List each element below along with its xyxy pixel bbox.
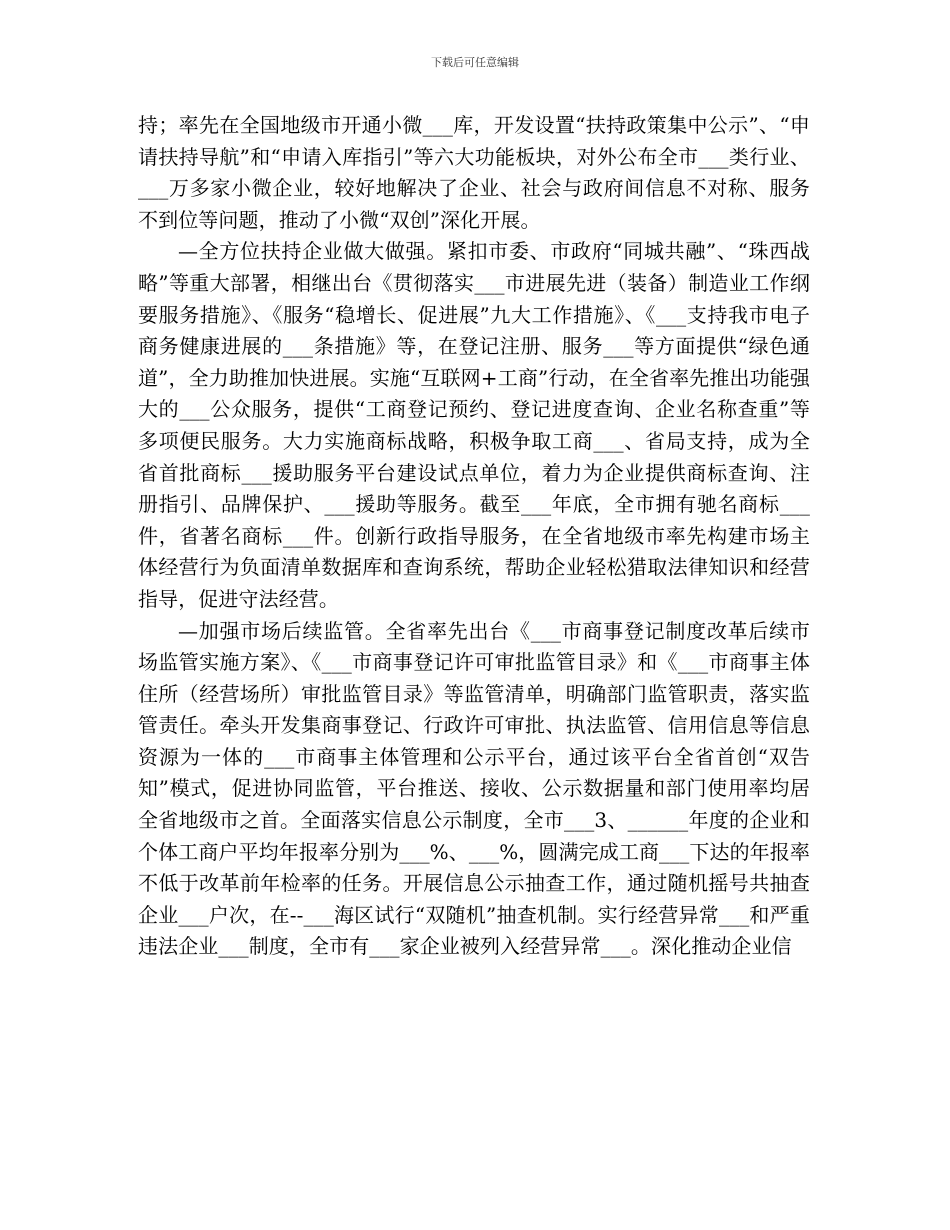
paragraph-market-supervision: —加强市场后续监管。全省率先出台《___市商事登记制度改革后续市场监管实施方案》、《___市商事登记许可审批监管目录》和《___市商事主体住所（经营场所）审批监管目录》等监管清单，明确部门监管职责，落实监管责任。牵头开发集商事登记、行政许可审批、执法监管、信用信息等信息资源为一体的___市商事主体管理和公示平台，通过该平台全省首创“双告知”模式，促进协同监管，平台推送、接收、公示数据量和部门使用率均居全省地级市之首。全面落实信息公示制度，全市___3、______年度的企业和个体工商户平均年报率分别为___%、___%，圆满完成工商___下达的年报率不低于改革前年检率的任务。开展信息公示抽查工作，通过随机摇号共抽查企业___户次，在--___海区试行“双随机”抽查机制。实行经营异常___和严重违法企业___制度，全市有___家企业被列入经营异常___。深化推动企业信 (138, 618, 810, 959)
paragraph-enterprise-support: —全方位扶持企业做大做强。紧扣市委、市政府“同城共融”、“珠西战略”等重大部署，相继出台《贯彻落实___市进展先进（装备）制造业工作纲要服务措施》、《服务“稳增长、促进展”九大工作措施》、《___支持我市电子商务健康进展的___条措施》等，在登记注册、服务___等方面提供“绿色通道”，全力助推加快进展。实施“互联网+工商”行动，在全省率先推出功能强大的___公众服务，提供“工商登记预约、登记进度查询、企业名称查重”等多项便民服务。大力实施商标战略，积极争取工商___、省局支持，成为全省首批商标___援助服务平台建设试点单位，着力为企业提供商标查询、注册指引、品牌保护、___援助等服务。截至___年底，全市拥有驰名商标___件，省著名商标___件。创新行政指导服务，在全省地级市率先构建市场主体经营行为负面清单数据库和查询系统，帮助企业轻松猎取法律知识和经营指导，促进守法经营。 (138, 239, 810, 611)
paragraph-intro-continuation: 持；率先在全国地级市开通小微___库，开发设置“扶持政策集中公示”、“申请扶持导航”和“申请入库指引”等六大功能板块，对外公布全市___类行业、___万多家小微企业，较好地解决了企业、社会与政府间信息不对称、服务不到位等问题，推动了小微“双创”深化开展。 (138, 113, 810, 232)
page-header: 下载后可任意编辑 (431, 56, 519, 69)
document-body (138, 110, 810, 963)
